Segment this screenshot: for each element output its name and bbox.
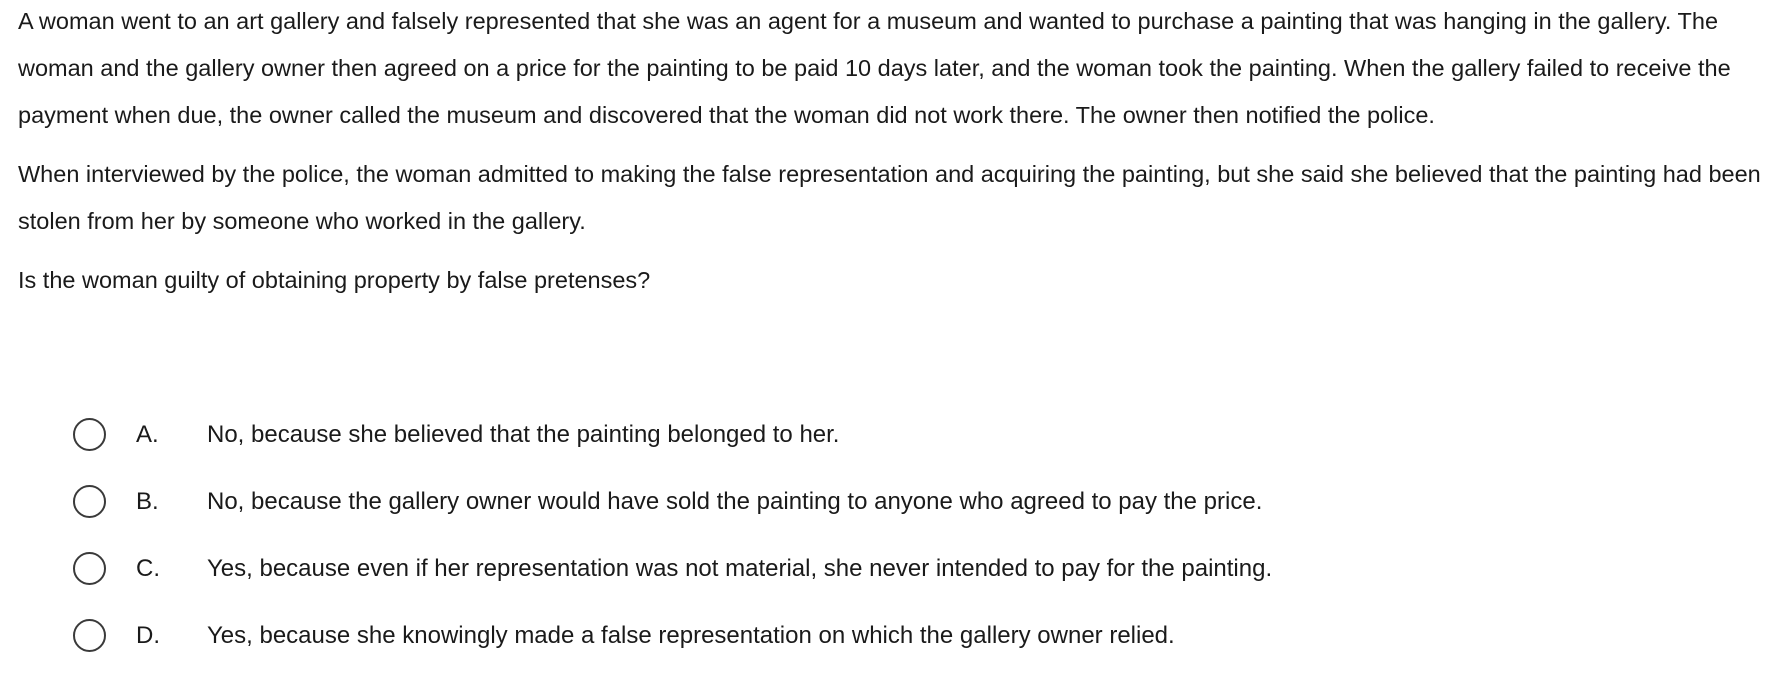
answer-option-a[interactable] — [0, 408, 1786, 475]
question-stem — [18, 0, 1778, 304]
question-prompt: Is the woman guilty of obtaining property by false pretenses? — [18, 267, 651, 293]
option-letter-b: B. — [136, 488, 159, 515]
answer-option-d[interactable] — [0, 609, 1786, 676]
option-text-c[interactable]: Yes, because even if her representation was not material, she never intended to pay for the painting. — [207, 555, 1273, 582]
radio-button-a[interactable] — [73, 418, 106, 451]
radio-button-d[interactable] — [73, 619, 106, 652]
option-text-d[interactable]: Yes, because she knowingly made a false representation on which the gallery owner relied. — [207, 622, 1175, 649]
answer-options — [0, 408, 1786, 676]
option-text-b[interactable]: No, because the gallery owner would have sold the painting to anyone who agreed to pay the price. — [207, 488, 1263, 515]
option-letter-d: D. — [136, 622, 160, 649]
question-paragraph-interview: When interviewed by the police, the woman admitted to making the false representation and acquiring the painting, but she said she believed that the painting had been stolen from her by someone who worked in the gallery. — [18, 161, 1761, 234]
option-text-a[interactable]: No, because she believed that the painting belonged to her. — [207, 421, 840, 448]
option-letter-a: A. — [136, 421, 159, 448]
radio-button-b[interactable] — [73, 485, 106, 518]
option-letter-c: C. — [136, 555, 160, 582]
question-paragraph-facts: A woman went to an art gallery and falsely represented that she was an agent for a museum and wanted to purchase a painting that was hanging in the gallery. The woman and the gallery owner then agreed on a price for the painting to be paid 10 days later, and the woman took the painting. When the gallery failed to receive the payment when due, the owner called the museum and discovered that the woman did not work there. The owner then notified the police. — [18, 8, 1731, 128]
radio-button-c[interactable] — [73, 552, 106, 585]
answer-option-b[interactable] — [0, 475, 1786, 542]
answer-option-c[interactable] — [0, 542, 1786, 609]
